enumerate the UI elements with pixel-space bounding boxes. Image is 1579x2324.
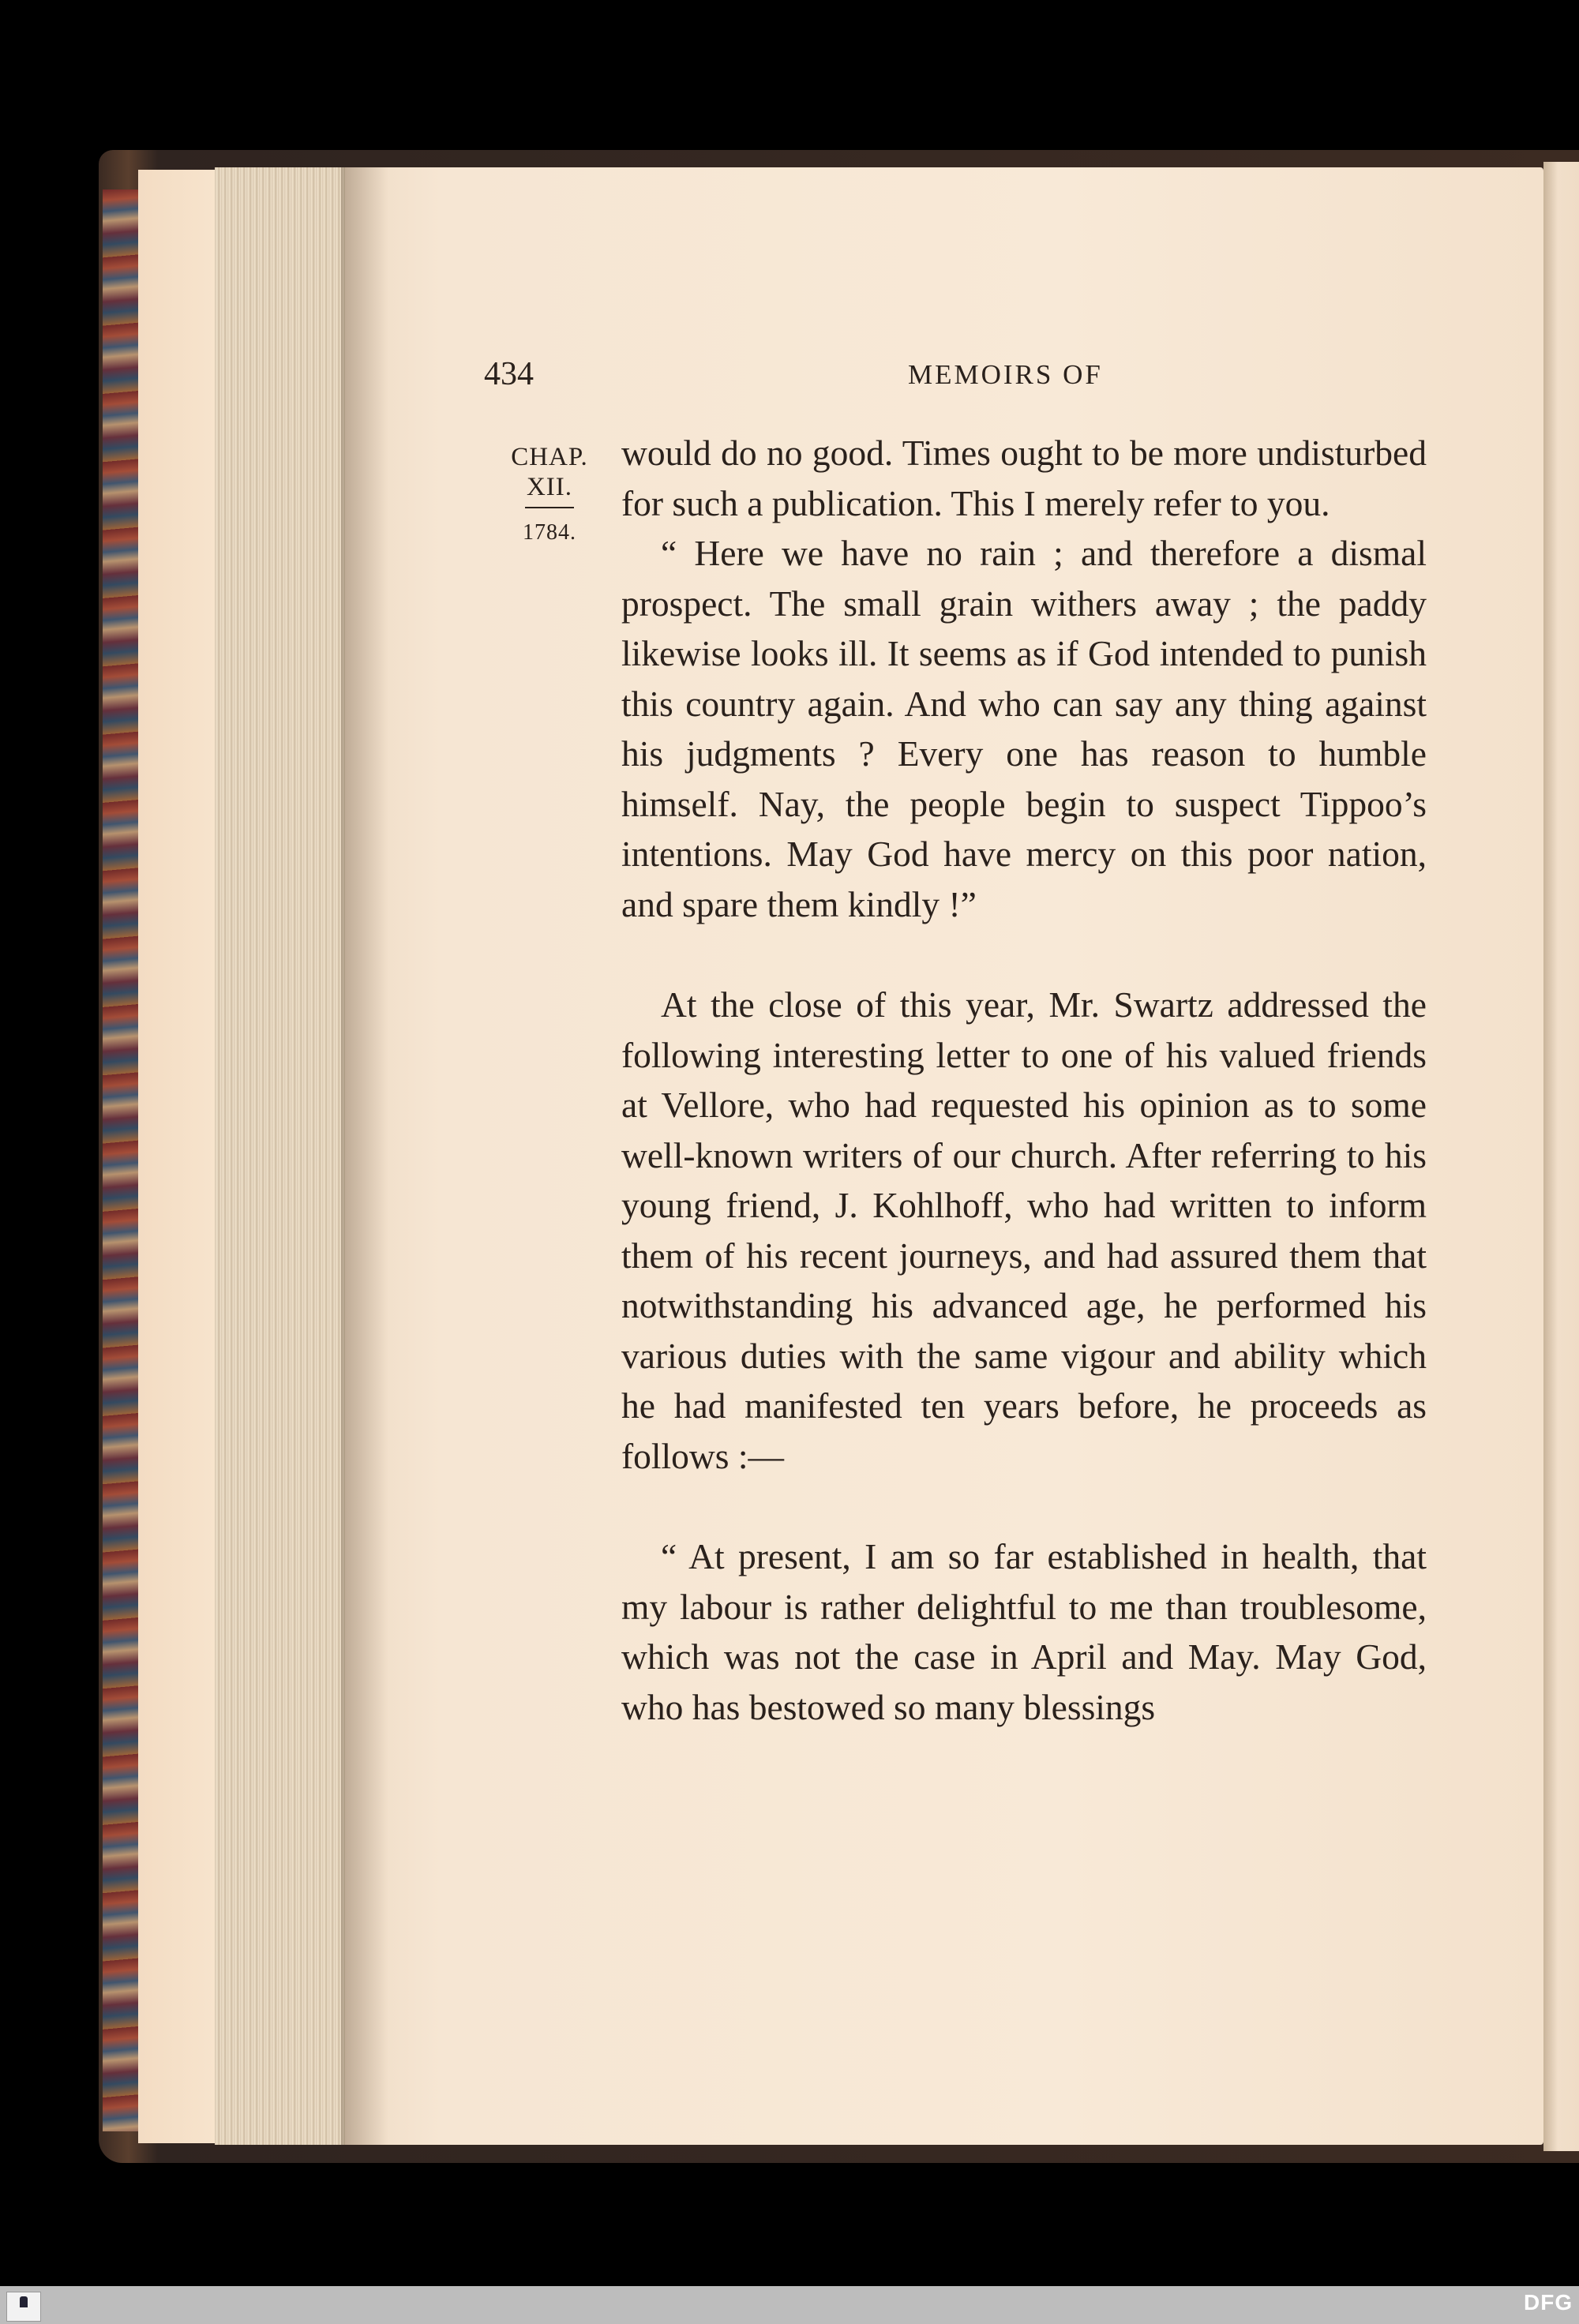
gutter-shadow [341, 167, 388, 2145]
paragraph-gap [621, 1481, 1427, 1531]
margin-year: 1784. [523, 520, 576, 545]
page-stack [215, 167, 345, 2145]
paragraph: “ At present, I am so far established in health, that my labour is rather delightful to me than troublesome, which was not the case in April and May. May God, who has bestowed so many blessings [621, 1536, 1427, 1727]
marbled-edge [103, 189, 138, 2131]
paragraph: would do no good. Times ought to be more undisturbed for such a publication. This I merely refer to you. [621, 433, 1427, 523]
paragraph-gap [621, 929, 1427, 980]
paragraph: At the close of this year, Mr. Swartz addressed the following interesting letter to one of his valued friends at Vellore, who had requested his opinion as to some well-known writers of our church. After referring to his young friend, J. Kohlhoff, who had written to inform them of his recent journeys, and had assured them that notwithstanding his advanced age, he performed his various duties with the same vigour and ability which he had manifested ten years before, he proceeds as follows :— [621, 984, 1427, 1476]
page-number: 434 [484, 356, 534, 392]
viewer-footer-bar [0, 2286, 1579, 2324]
paragraph: “ Here we have no rain ; and therefore a dismal prospect. The small grain withers away ; the paddy likewise looks ill. It seems as if God intended to punish this country again. And who can say any thing against his judgments ? Every one has reason to humble himself. Nay, the people begin to suspect Tippoo’s intentions. May God have mercy on this poor nation, and spare them kindly !” [621, 533, 1427, 924]
dfg-logo[interactable]: DFG [1524, 2290, 1573, 2315]
facing-page-edge [1543, 162, 1579, 2151]
chapter-number: XII. [526, 473, 573, 501]
margin-rule [525, 507, 574, 508]
body-text [621, 428, 1427, 1732]
library-logo-icon[interactable] [6, 2292, 41, 2322]
chapter-label: CHAP. [511, 443, 588, 471]
margin-note [502, 442, 597, 548]
running-head: MEMOIRS OF [908, 359, 1103, 390]
endpaper [138, 170, 217, 2143]
